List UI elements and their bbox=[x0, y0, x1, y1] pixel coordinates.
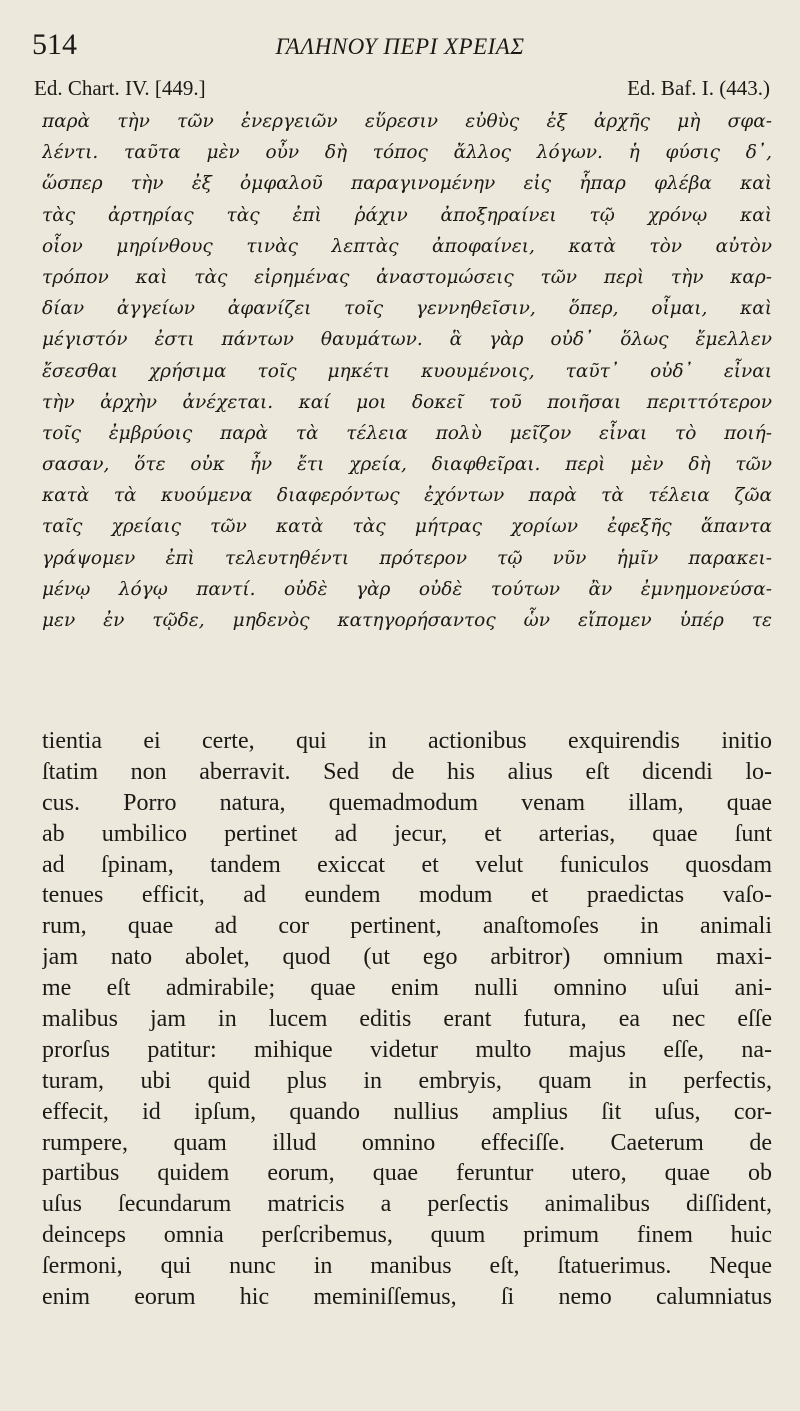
greek-text-line: τὰς ἀρτηρίας τὰς ἐπὶ ῥάχιν ἀποξηραίνει τῷ χρόνῳ καὶ bbox=[42, 204, 772, 226]
edition-reference-chartier: Ed. Chart. IV. [449.] bbox=[34, 76, 206, 100]
latin-text-line: ſermoni, qui nunc in manibus eſt, ſtatuerimus. Neque bbox=[42, 1253, 772, 1280]
greek-text-line: μένῳ λόγῳ παντί. οὐδὲ γὰρ οὐδὲ τούτων ἂν ἐμνημονεύσα- bbox=[42, 578, 772, 600]
edition-references bbox=[34, 76, 770, 104]
greek-text-block bbox=[42, 106, 772, 636]
greek-text-line: τρόπον καὶ τὰς εἰρημένας ἀναστομώσεις τῶν περὶ τὴν καρ- bbox=[42, 266, 772, 288]
greek-text-line: μέγιστόν ἐστι πάντων θαυμάτων. ἃ γὰρ οὐδ᾽ ὅλως ἔμελλεν bbox=[42, 329, 772, 351]
greek-text-line: λέντι. ταῦτα μὲν οὖν δὴ τόπος ἄλλος λόγων. ἡ φύσις δ᾽, bbox=[42, 142, 772, 164]
greek-text-line: δίαν ἀγγείων ἀφανίζει τοῖς γεννηθεῖσιν, ὅπερ, οἶμαι, καὶ bbox=[42, 298, 772, 320]
latin-text-line: turam, ubi quid plus in embryis, quam in perfectis, bbox=[42, 1067, 772, 1094]
latin-text-line: tenues efficit, ad eundem modum et praedictas vaſo- bbox=[42, 882, 772, 909]
page-header bbox=[30, 28, 770, 68]
latin-text-block bbox=[42, 726, 772, 1313]
latin-text-line: effecit, id ipſum, quando nullius amplius ſit uſus, cor- bbox=[42, 1098, 772, 1125]
greek-text-line: ὥσπερ τὴν ἐξ ὀμφαλοῦ παραγινομένην εἰς ἧπαρ φλέβα καὶ bbox=[42, 173, 772, 195]
latin-text-line: enim eorum hic meminiſſemus, ſi nemo calumniatus bbox=[42, 1284, 772, 1311]
greek-text-line: τὴν ἀρχὴν ἀνέχεται. καί μοι δοκεῖ τοῦ ποιῆσαι περιττότερον bbox=[42, 391, 772, 413]
running-title: ΓΑΛΗΝΟΥ ΠΕΡΙ ΧΡΕΙΑΣ bbox=[275, 34, 525, 59]
latin-text-line: rum, quae ad cor pertinent, anaſtomoſes in animali bbox=[42, 913, 772, 940]
greek-text-line: ταῖς χρείαις τῶν κατὰ τὰς μήτρας χορίων ἐφεξῆς ἅπαντα bbox=[42, 516, 772, 538]
latin-text-line: ſtatim non aberravit. Sed de his alius eſt dicendi lo- bbox=[42, 758, 772, 785]
greek-text-line: κατὰ τὰ κυούμενα διαφερόντως ἐχόντων παρὰ τὰ τέλεια ζῶα bbox=[42, 485, 772, 507]
greek-text-line: ἔσεσθαι χρήσιμα τοῖς μηκέτι κυουμένοις, ταῦτ᾽ οὐδ᾽ εἶναι bbox=[42, 360, 772, 382]
latin-text-line: tientia ei certe, qui in actionibus exquirendis initio bbox=[42, 728, 772, 754]
latin-text-line: ad ſpinam, tandem exiccat et velut funiculos quosdam bbox=[42, 851, 772, 878]
latin-text-line: prorſus patitur: mihique videtur multo majus eſſe, na- bbox=[42, 1036, 772, 1063]
latin-text-line: uſus ſecundarum matricis a perſectis animalibus diſſident, bbox=[42, 1191, 772, 1218]
latin-text-line: me eſt admirabile; quae enim nulli omnino uſui ani- bbox=[42, 975, 772, 1002]
page-number: 514 bbox=[32, 28, 77, 61]
greek-text-line: σασαν, ὅτε οὐκ ἦν ἔτι χρεία, διαφθεῖραι. περὶ μὲν δὴ τῶν bbox=[42, 454, 772, 476]
latin-text-line: ab umbilico pertinet ad jecur, et arterias, quae ſunt bbox=[42, 820, 772, 847]
edition-reference-basel: Ed. Baf. I. (443.) bbox=[627, 76, 770, 100]
latin-text-line: deinceps omnia perſcribemus, quum primum finem huic bbox=[42, 1222, 772, 1249]
greek-text-line: μεν ἐν τῷδε, μηδενὸς κατηγορήσαντος ὧν εἴπομεν ὑπέρ τε bbox=[42, 610, 772, 631]
greek-text-line: παρὰ τὴν τῶν ἐνεργειῶν εὕρεσιν εὐθὺς ἐξ ἀρχῆς μὴ σφα- bbox=[42, 111, 772, 132]
latin-text-line: partibus quidem eorum, quae feruntur utero, quae ob bbox=[42, 1160, 772, 1187]
latin-text-line: rumpere, quam illud omnino effeciſſe. Caeterum de bbox=[42, 1129, 772, 1156]
latin-text-line: jam nato abolet, quod (ut ego arbitror) omnium maxi- bbox=[42, 944, 772, 971]
latin-text-line: cus. Porro natura, quemadmodum venam illam, quae bbox=[42, 789, 772, 816]
greek-text-line: γράψομεν ἐπὶ τελευτηθέντι πρότερον τῷ νῦν ἡμῖν παρακει- bbox=[42, 547, 772, 569]
greek-text-line: οἷον μηρίνθους τινὰς λεπτὰς ἀποφαίνει, κατὰ τὸν αὐτὸν bbox=[42, 235, 772, 257]
latin-text-line: malibus jam in lucem editis erant futura, ea nec eſſe bbox=[42, 1006, 772, 1033]
greek-text-line: τοῖς ἐμβρύοις παρὰ τὰ τέλεια πολὺ μεῖζον εἶναι τὸ ποιή- bbox=[42, 422, 772, 444]
